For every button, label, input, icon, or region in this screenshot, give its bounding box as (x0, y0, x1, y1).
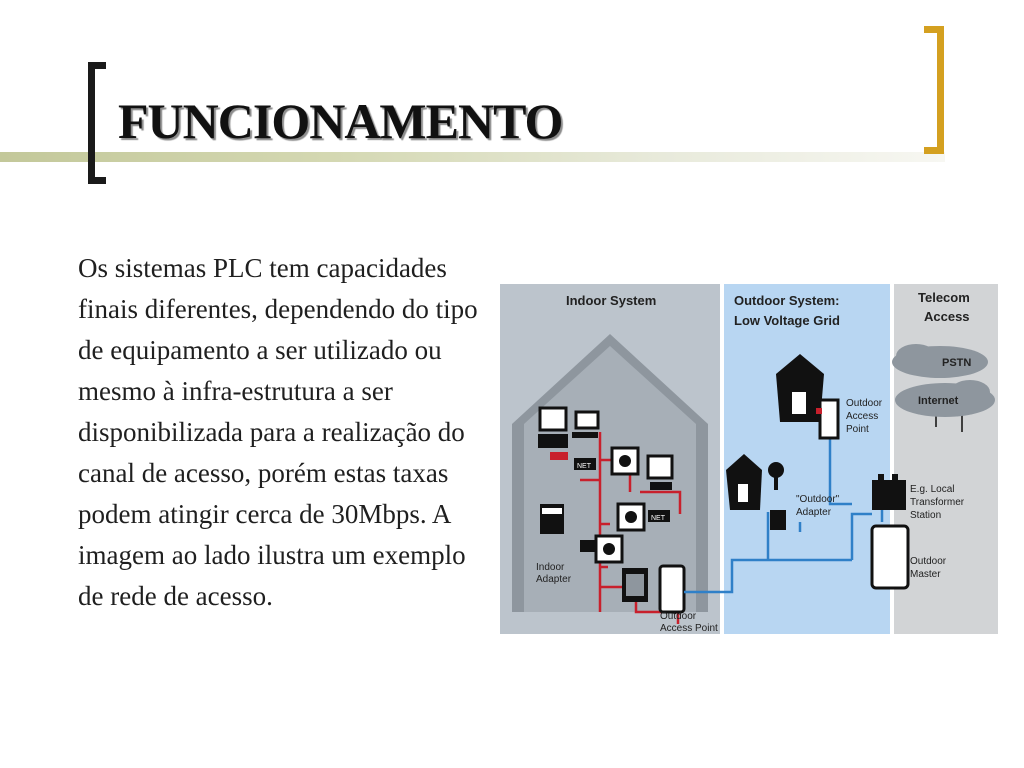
pstn-label: PSTN (942, 357, 972, 369)
outdoor-access-point-right-icon (820, 400, 838, 438)
transformer-label-1: E.g. Local (910, 484, 955, 495)
tv-icon (648, 456, 672, 478)
right-bracket-decoration (924, 26, 944, 154)
net-label-1: NET (577, 463, 591, 470)
outdoor-system-subheading: Low Voltage Grid (734, 313, 840, 328)
outdoor-access-point-left-label-1: Outdoor (660, 611, 697, 622)
transformer-label-3: Station (910, 510, 942, 521)
outdoor-adapter-label-2: Adapter (796, 507, 832, 518)
slide-title: FUNCIONAMENTO (118, 93, 563, 149)
router-icon (576, 412, 598, 428)
outdoor-master-label-2: Master (910, 569, 941, 580)
outdoor-access-point-left-icon (660, 566, 684, 612)
indoor-system-heading: Indoor System (566, 293, 657, 308)
left-bracket-decoration (88, 62, 106, 184)
outdoor-ap-right-label-1: Outdoor (846, 398, 883, 409)
internet-label: Internet (918, 395, 959, 407)
outdoor-system-heading: Outdoor System: (734, 293, 840, 308)
outdoor-master-icon (872, 526, 908, 588)
outdoor-ap-right-label-2: Access (846, 411, 879, 422)
telecom-subheading: Access (924, 309, 970, 324)
pc-monitor-icon (540, 408, 566, 430)
outdoor-access-point-left-label-2: Access Point (660, 623, 718, 634)
transformer-station-icon (872, 480, 906, 510)
transformer-label-2: Transformer (910, 497, 965, 508)
title-accent-line (0, 152, 945, 162)
indoor-adapter-label-line2: Adapter (536, 574, 572, 585)
outdoor-ap-right-label-3: Point (846, 424, 869, 435)
indoor-adapter-label-line1: Indoor (536, 562, 565, 573)
outdoor-master-label-1: Outdoor (910, 556, 947, 567)
outdoor-adapter-label-1: "Outdoor" (796, 494, 840, 505)
net-label-2: NET (651, 515, 665, 522)
plc-diagram-svg (500, 282, 1000, 638)
plc-network-diagram (500, 282, 1000, 638)
tree-icon (768, 462, 784, 478)
outdoor-adapter-icon (770, 510, 786, 530)
slide-body-text: Os sistemas PLC tem capacidades finais diferentes, dependendo do tipo de equipamento a ser utilizado ou mesmo à infra-estrutura a ser disponibilizada para a realização do canal de acesso, porém estas taxas podem atingir cerca de 30Mbps. A imagem ao lado ilustra um exemplo de rede de acesso. (78, 253, 478, 611)
telecom-heading: Telecom (918, 290, 970, 305)
